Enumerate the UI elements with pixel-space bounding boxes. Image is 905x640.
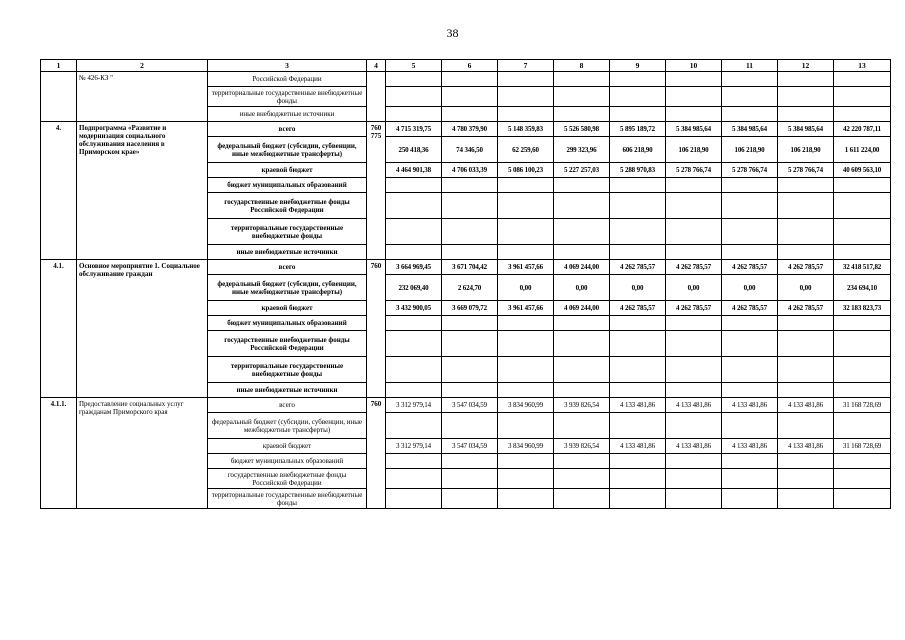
- value-cell: 5 148 359,83: [498, 122, 554, 137]
- value-cell: [386, 245, 442, 260]
- value-cell: [386, 469, 442, 489]
- value-cell: [386, 107, 442, 122]
- value-cell: 3 312 979,14: [386, 398, 442, 413]
- header-cell: 11: [722, 60, 778, 72]
- value-cell: [722, 357, 778, 383]
- value-cell: 31 168 728,69: [834, 398, 891, 413]
- value-cell: 3 547 034,59: [442, 398, 498, 413]
- value-cell: [554, 245, 610, 260]
- budget-code: 760: [367, 398, 386, 509]
- value-cell: 299 323,96: [554, 137, 610, 163]
- value-cell: 5 278 766,74: [778, 163, 834, 178]
- value-cell: [386, 193, 442, 219]
- value-cell: [498, 245, 554, 260]
- value-cell: [834, 454, 891, 469]
- header-cell: 3: [208, 60, 367, 72]
- value-cell: [722, 331, 778, 357]
- value-cell: [610, 72, 666, 87]
- value-cell: [834, 245, 891, 260]
- value-cell: [442, 331, 498, 357]
- value-cell: [610, 469, 666, 489]
- value-cell: [554, 413, 610, 439]
- value-cell: 4 069 244,00: [554, 260, 610, 275]
- value-cell: [834, 107, 891, 122]
- header-row: [41, 60, 891, 72]
- value-cell: [778, 469, 834, 489]
- value-cell: [778, 413, 834, 439]
- value-cell: [498, 316, 554, 331]
- value-cell: [386, 219, 442, 245]
- value-cell: [386, 331, 442, 357]
- value-cell: 4 069 244,00: [554, 301, 610, 316]
- value-cell: 4 133 481,86: [666, 398, 722, 413]
- value-cell: 4 262 785,57: [666, 301, 722, 316]
- value-cell: [722, 178, 778, 193]
- budget-code: 760 775: [367, 122, 386, 260]
- page-number: 38: [446, 26, 459, 40]
- value-cell: [442, 469, 498, 489]
- funding-source: всего: [208, 398, 367, 413]
- value-cell: 3 939 826,54: [554, 398, 610, 413]
- value-cell: 5 526 580,98: [554, 122, 610, 137]
- value-cell: 4 133 481,86: [778, 398, 834, 413]
- value-cell: [610, 413, 666, 439]
- value-cell: 4 780 379,90: [442, 122, 498, 137]
- value-cell: 4 133 481,86: [722, 398, 778, 413]
- value-cell: [554, 178, 610, 193]
- header-cell: 10: [666, 60, 722, 72]
- header-cell: 4: [367, 60, 386, 72]
- value-cell: [666, 107, 722, 122]
- value-cell: 606 218,90: [610, 137, 666, 163]
- value-cell: 3 432 900,05: [386, 301, 442, 316]
- value-cell: 4 262 785,57: [778, 260, 834, 275]
- value-cell: [666, 193, 722, 219]
- value-cell: [722, 193, 778, 219]
- value-cell: [666, 469, 722, 489]
- value-cell: 5 086 100,23: [498, 163, 554, 178]
- value-cell: 4 262 785,57: [778, 301, 834, 316]
- value-cell: [498, 489, 554, 509]
- value-cell: [386, 454, 442, 469]
- value-cell: 3 547 034,59: [442, 439, 498, 454]
- value-cell: [834, 219, 891, 245]
- value-cell: [610, 383, 666, 398]
- value-cell: 5 384 985,64: [666, 122, 722, 137]
- value-cell: 5 384 985,64: [722, 122, 778, 137]
- value-cell: [778, 357, 834, 383]
- value-cell: [610, 193, 666, 219]
- value-cell: [442, 413, 498, 439]
- funding-source: краевой бюджет: [208, 163, 367, 178]
- funding-source: государственные внебюджетные фонды Российской Федерации: [208, 331, 367, 357]
- value-cell: 4 133 481,86: [610, 439, 666, 454]
- value-cell: 3 664 969,45: [386, 260, 442, 275]
- funding-source: всего: [208, 260, 367, 275]
- funding-source: государственные внебюджетные фонды Российской Федерации: [208, 193, 367, 219]
- value-cell: [666, 72, 722, 87]
- value-cell: 106 218,90: [666, 137, 722, 163]
- funding-source: федеральный бюджет (субсидии, субвенции, иные межбюджетные трансферты): [208, 137, 367, 163]
- value-cell: [722, 469, 778, 489]
- value-cell: 4 706 033,39: [442, 163, 498, 178]
- value-cell: [778, 193, 834, 219]
- funding-source: краевой бюджет: [208, 439, 367, 454]
- value-cell: [386, 178, 442, 193]
- table-row: [41, 122, 891, 137]
- value-cell: 0,00: [722, 275, 778, 301]
- value-cell: 4 262 785,57: [610, 301, 666, 316]
- value-cell: [386, 413, 442, 439]
- program-name: № 426-КЗ ": [77, 72, 208, 122]
- value-cell: [554, 219, 610, 245]
- value-cell: [498, 383, 554, 398]
- value-cell: [442, 383, 498, 398]
- row-number: 4.: [41, 122, 77, 260]
- funding-source: всего: [208, 122, 367, 137]
- value-cell: 106 218,90: [778, 137, 834, 163]
- value-cell: [554, 193, 610, 219]
- value-cell: [442, 107, 498, 122]
- value-cell: [666, 219, 722, 245]
- value-cell: [554, 331, 610, 357]
- value-cell: [778, 107, 834, 122]
- value-cell: [722, 489, 778, 509]
- value-cell: [834, 193, 891, 219]
- value-cell: 5 278 766,74: [666, 163, 722, 178]
- value-cell: 5 227 257,03: [554, 163, 610, 178]
- value-cell: [778, 245, 834, 260]
- value-cell: 3 671 704,42: [442, 260, 498, 275]
- value-cell: 0,00: [554, 275, 610, 301]
- value-cell: [554, 357, 610, 383]
- value-cell: [610, 107, 666, 122]
- value-cell: [498, 413, 554, 439]
- header-cell: 1: [41, 60, 77, 72]
- value-cell: [442, 489, 498, 509]
- value-cell: [442, 454, 498, 469]
- value-cell: [442, 72, 498, 87]
- value-cell: [834, 72, 891, 87]
- value-cell: [666, 357, 722, 383]
- value-cell: [834, 87, 891, 107]
- value-cell: [666, 413, 722, 439]
- value-cell: 3 312 979,14: [386, 439, 442, 454]
- value-cell: [498, 469, 554, 489]
- value-cell: [610, 219, 666, 245]
- value-cell: [722, 245, 778, 260]
- row-number: 4.1.1.: [41, 398, 77, 509]
- value-cell: [666, 316, 722, 331]
- value-cell: [778, 454, 834, 469]
- value-cell: 250 418,36: [386, 137, 442, 163]
- value-cell: [722, 219, 778, 245]
- value-cell: [778, 489, 834, 509]
- value-cell: [778, 219, 834, 245]
- value-cell: 3 961 457,66: [498, 301, 554, 316]
- value-cell: 3 834 960,99: [498, 439, 554, 454]
- funding-source: территориальные государственные внебюджетные фонды: [208, 489, 367, 509]
- value-cell: [442, 357, 498, 383]
- value-cell: 42 220 787,11: [834, 122, 891, 137]
- header-cell: 12: [778, 60, 834, 72]
- value-cell: [498, 219, 554, 245]
- value-cell: [442, 316, 498, 331]
- funding-source: бюджет муниципальных образований: [208, 178, 367, 193]
- funding-source: Российской Федерации: [208, 72, 367, 87]
- value-cell: [778, 178, 834, 193]
- value-cell: [554, 72, 610, 87]
- value-cell: [386, 489, 442, 509]
- value-cell: [666, 87, 722, 107]
- value-cell: [442, 178, 498, 193]
- value-cell: 3 939 826,54: [554, 439, 610, 454]
- value-cell: [666, 454, 722, 469]
- value-cell: [834, 316, 891, 331]
- value-cell: [834, 469, 891, 489]
- value-cell: 3 834 960,99: [498, 398, 554, 413]
- table-row: [41, 398, 891, 413]
- value-cell: [834, 357, 891, 383]
- funding-source: иные внебюджетные источники: [208, 107, 367, 122]
- header-cell: 13: [834, 60, 891, 72]
- value-cell: [498, 178, 554, 193]
- value-cell: 234 694,10: [834, 275, 891, 301]
- program-name: Предоставление социальных услуг гражданам Приморского края: [77, 398, 208, 509]
- value-cell: [778, 316, 834, 331]
- value-cell: [666, 178, 722, 193]
- value-cell: [498, 193, 554, 219]
- value-cell: 4 715 319,75: [386, 122, 442, 137]
- value-cell: [666, 331, 722, 357]
- value-cell: 5 895 189,72: [610, 122, 666, 137]
- value-cell: 106 218,90: [722, 137, 778, 163]
- value-cell: [722, 413, 778, 439]
- budget-table: [40, 59, 891, 509]
- value-cell: 0,00: [666, 275, 722, 301]
- value-cell: [778, 72, 834, 87]
- funding-source: территориальные государственные внебюджетные фонды: [208, 357, 367, 383]
- header-cell: 7: [498, 60, 554, 72]
- value-cell: [386, 72, 442, 87]
- value-cell: [442, 87, 498, 107]
- funding-source: иные внебюджетные источники: [208, 383, 367, 398]
- funding-source: бюджет муниципальных образований: [208, 454, 367, 469]
- value-cell: 1 611 224,00: [834, 137, 891, 163]
- table-row: [41, 72, 891, 87]
- value-cell: 32 183 823,73: [834, 301, 891, 316]
- value-cell: [610, 87, 666, 107]
- value-cell: 0,00: [610, 275, 666, 301]
- value-cell: [610, 454, 666, 469]
- value-cell: [554, 383, 610, 398]
- value-cell: 0,00: [498, 275, 554, 301]
- funding-source: иные внебюджетные источники: [208, 245, 367, 260]
- value-cell: 4 133 481,86: [666, 439, 722, 454]
- value-cell: [498, 454, 554, 469]
- value-cell: 3 961 457,66: [498, 260, 554, 275]
- value-cell: [442, 245, 498, 260]
- value-cell: 4 262 785,57: [722, 301, 778, 316]
- value-cell: [554, 107, 610, 122]
- value-cell: 4 262 785,57: [610, 260, 666, 275]
- value-cell: [554, 87, 610, 107]
- value-cell: [722, 316, 778, 331]
- funding-source: территориальные государственные внебюджетные фонды: [208, 219, 367, 245]
- funding-source: федеральный бюджет (субсидии, субвенции, иные межбюджетные трансферты): [208, 275, 367, 301]
- value-cell: [554, 454, 610, 469]
- value-cell: [610, 331, 666, 357]
- value-cell: [666, 489, 722, 509]
- value-cell: 5 288 970,83: [610, 163, 666, 178]
- value-cell: [498, 331, 554, 357]
- value-cell: [610, 357, 666, 383]
- value-cell: [386, 316, 442, 331]
- program-name: Основное мероприятие 1. Социальное обслуживание граждан: [77, 260, 208, 398]
- value-cell: 4 262 785,57: [666, 260, 722, 275]
- value-cell: [666, 245, 722, 260]
- value-cell: [498, 107, 554, 122]
- program-name: Подпрограмма «Развитие и модернизация социального обслуживания населения в Приморском крае»: [77, 122, 208, 260]
- value-cell: [778, 383, 834, 398]
- value-cell: 0,00: [778, 275, 834, 301]
- funding-source: территориальные государственные внебюджетные фонды: [208, 87, 367, 107]
- value-cell: 74 346,50: [442, 137, 498, 163]
- header-cell: 9: [610, 60, 666, 72]
- value-cell: [778, 87, 834, 107]
- value-cell: [834, 413, 891, 439]
- value-cell: [722, 454, 778, 469]
- value-cell: 4 133 481,86: [722, 439, 778, 454]
- value-cell: [554, 469, 610, 489]
- value-cell: [498, 357, 554, 383]
- value-cell: [554, 489, 610, 509]
- value-cell: [610, 489, 666, 509]
- value-cell: 4 464 901,38: [386, 163, 442, 178]
- row-number: [41, 72, 77, 122]
- value-cell: [722, 87, 778, 107]
- funding-source: бюджет муниципальных образований: [208, 316, 367, 331]
- value-cell: [666, 383, 722, 398]
- value-cell: 5 278 766,74: [722, 163, 778, 178]
- value-cell: [834, 178, 891, 193]
- value-cell: 2 624,70: [442, 275, 498, 301]
- header-cell: 8: [554, 60, 610, 72]
- value-cell: [610, 245, 666, 260]
- value-cell: [722, 107, 778, 122]
- value-cell: [610, 316, 666, 331]
- value-cell: [554, 316, 610, 331]
- value-cell: 62 259,60: [498, 137, 554, 163]
- value-cell: [386, 87, 442, 107]
- header-cell: 2: [77, 60, 208, 72]
- header-cell: 5: [386, 60, 442, 72]
- funding-source: краевой бюджет: [208, 301, 367, 316]
- value-cell: [442, 219, 498, 245]
- value-cell: 232 069,40: [386, 275, 442, 301]
- value-cell: [610, 178, 666, 193]
- value-cell: [386, 357, 442, 383]
- value-cell: 4 133 481,86: [610, 398, 666, 413]
- row-number: 4.1.: [41, 260, 77, 398]
- value-cell: 32 418 517,82: [834, 260, 891, 275]
- value-cell: [442, 193, 498, 219]
- table-row: [41, 260, 891, 275]
- funding-source: федеральный бюджет (субсидии, субвенции, иные межбюджетные трансферты): [208, 413, 367, 439]
- value-cell: [722, 383, 778, 398]
- value-cell: [498, 72, 554, 87]
- value-cell: [722, 72, 778, 87]
- value-cell: [778, 331, 834, 357]
- value-cell: 3 669 079,72: [442, 301, 498, 316]
- header-cell: 6: [442, 60, 498, 72]
- value-cell: [834, 331, 891, 357]
- value-cell: 4 262 785,57: [722, 260, 778, 275]
- value-cell: 5 384 985,64: [778, 122, 834, 137]
- value-cell: 40 609 563,10: [834, 163, 891, 178]
- value-cell: 4 133 481,86: [778, 439, 834, 454]
- value-cell: 31 168 728,69: [834, 439, 891, 454]
- value-cell: [834, 489, 891, 509]
- value-cell: [386, 383, 442, 398]
- budget-code: [367, 72, 386, 122]
- funding-source: государственные внебюджетные фонды Российской Федерации: [208, 469, 367, 489]
- value-cell: [834, 383, 891, 398]
- value-cell: [498, 87, 554, 107]
- budget-code: 760: [367, 260, 386, 398]
